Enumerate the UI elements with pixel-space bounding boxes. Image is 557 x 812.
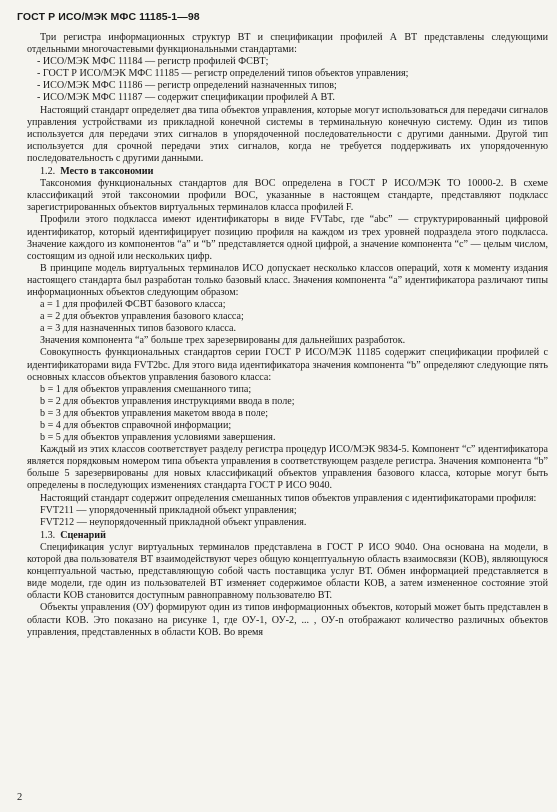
list-item: - ГОСТ Р ИСО/МЭК МФС 11185 — регистр определений типов объектов управления; — [37, 68, 409, 80]
paragraph: FVT212 — неупорядоченный прикладной объект управления. — [40, 516, 307, 528]
section-number: 1.3. — [40, 529, 56, 541]
paragraph: b = 4 для объектов справочной информации; — [40, 420, 232, 431]
section-title: Место в таксономии — [60, 166, 154, 178]
paragraph: b = 1 для объектов управления смешанного типа; — [40, 383, 252, 395]
list-item: - ИСО/МЭК МФС 11184 — регистр профилей ФСВТ; — [37, 56, 269, 68]
paragraph: Совокупность функциональных стандартов серии ГОСТ Р ИСО/МЭК 11185 содержит спецификации профилей с идентификаторами вида FVT2bc. Для этого вида идентификатора значения компонента “b” определяют следующие пять основных классов объектов управления базового класса: — [27, 347, 548, 383]
paragraph: Три регистра информационных структур ВТ и спецификации профилей А ВТ представлены следующими отдельными многочастевыми функциональными стандартами: — [27, 32, 548, 56]
section-title: Сценарий — [60, 529, 106, 541]
body-text — [27, 32, 548, 639]
paragraph: Каждый из этих классов соответствует разделу регистра процедур ИСО/МЭК 9834-5. Компонент “c” идентификатора является порядковым номером типа объекта управления в соответствующем разделе регистра. Значения компонента “b” больше 5 зарезервированы для новых классификаций объектов управления базового класса, которые могут быть определены в последующих изменениях стандарта ГОСТ Р ИСО 9040. — [27, 444, 548, 492]
paragraph: Значения компонента “a” больше трех зарезервированы для дальнейших разработок. — [40, 335, 406, 347]
section-number: 1.2. — [40, 166, 56, 178]
paragraph: В принципе модель виртуальных терминалов ИСО допускает несколько классов операций, хотя к моменту издания настоящего стандарта был разработан только базовый класс. Значения компонента “a” идентификатора различают типы информационных объектов следующим образом: — [27, 262, 548, 298]
paragraph: Настоящий стандарт определяет два типа объектов управления, которые могут использоваться для передачи сигналов управления устройствами из прикладной конечной системы в терминальную конечную систему. Один из типов используется для передачи этих сигналов в упорядоченной последовательности с другими данными. Другой тип используется для срочной передачи этих сигналов, когда не требуется поддерживать их упорядоченную последовательность с другими данными. — [27, 104, 548, 164]
list-item: - ИСО/МЭК МФС 11186 — регистр определений назначенных типов; — [37, 80, 337, 92]
section-heading — [27, 530, 548, 542]
paragraph: Профили этого подкласса имеют идентификаторы в виде FVTabc, где “abc” — структурированный цифровой идентификатор, который идентифицирует позицию профиля на каждом из трех уровней подраздела этого подкласса. Значение каждого из компонентов “a” и “b” представляется одной цифрой, а значение компонента “c” — целым числом, состоящим из одной или нескольких цифр. — [27, 214, 548, 262]
paragraph: Объекты управления (ОУ) формируют один из типов информационных объектов, который может быть представлен в области КОВ. Это показано на рисунке 1, где ОУ-1, ОУ-2, ... , ОУ-n отображают количество различных объектов управления, представленных в области КОВ. Во время — [27, 602, 548, 638]
paragraph: a = 3 для назначенных типов базового класса. — [40, 323, 237, 335]
paragraph: Таксономия функциональных стандартов для ВОС определена в ГОСТ Р ИСО/МЭК ТО 10000-2. В схеме классификаций этой таксономии профили ВОС, указанные в настоящем стандарте, представляют подкласс зарегистрированных объектов виртуальных терминалов класса профилей F. — [27, 178, 548, 214]
paragraph: b = 5 для объектов управления условиями завершения. — [40, 432, 276, 444]
page-header: ГОСТ Р ИСО/МЭК МФС 11185-1—98 — [17, 11, 200, 23]
paragraph: Спецификация услуг виртуальных терминалов представлена в ГОСТ Р ИСО 9040. Она основана на модели, в которой два пользователя ВТ взаимодействуют через общую концептуальную область взаимосвязи (КОВ), являющуюся концептуальной частью, представляющую собой часть поставщика услуг ВТ. Обмен информацией представляется в виде модели, где один из пользователей ВТ изменяет содержимое области КОВ, а затем измененное состояние этой области КОВ становится доступным равноправному пользователю ВТ. — [27, 541, 548, 602]
paragraph: b = 2 для объектов управления инструкциями ввода в поле; — [40, 395, 295, 407]
section-heading — [27, 166, 548, 178]
paragraph: a = 2 для объектов управления базового класса; — [40, 311, 244, 323]
paragraph: Настоящий стандарт содержит определения смешанных типов объектов управления с идентификаторами профиля: — [40, 492, 537, 504]
paragraph: FVT211 — упорядоченный прикладной объект управления; — [40, 504, 297, 516]
paragraph: b = 3 для объектов управления макетом ввода в поле; — [40, 407, 269, 419]
paragraph: a = 1 для профилей ФСВТ базового класса; — [40, 299, 226, 311]
page-number: 2 — [17, 792, 23, 803]
list-item: - ИСО/МЭК МФС 11187 — содержит спецификации профилей А ВТ. — [37, 92, 335, 104]
